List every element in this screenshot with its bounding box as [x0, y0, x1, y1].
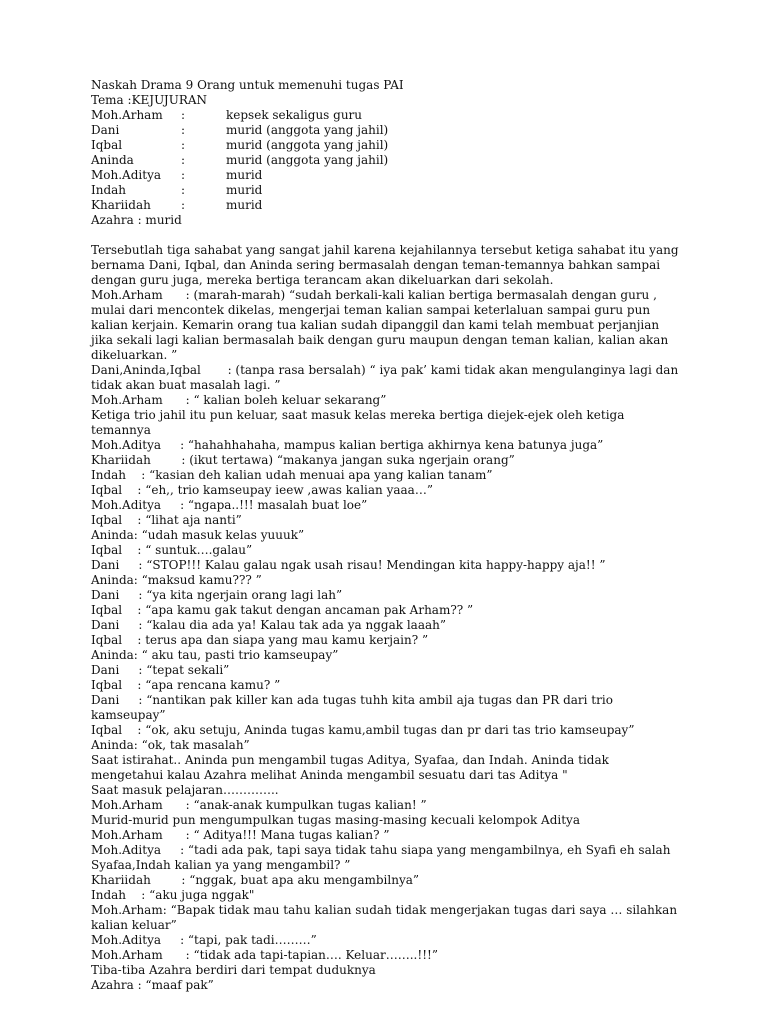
- blank-line: [91, 228, 691, 243]
- script-line: tidak akan buat masalah lagi. ”: [91, 378, 281, 392]
- cast-name: Aninda: [91, 153, 134, 167]
- document-theme: Tema :KEJUJURAN: [91, 93, 208, 107]
- script-line: Indah : “aku juga nggak": [91, 888, 255, 902]
- cast-row: [91, 168, 691, 183]
- cast-name: Khariidah: [91, 198, 151, 212]
- script-line: Aninda: “ok, tak masalah”: [91, 738, 250, 752]
- cast-list: [91, 108, 691, 228]
- script-line: Dani : “nantikan pak killer kan ada tugas tuhh kita ambil aja tugas dan PR dari trio: [91, 693, 613, 707]
- cast-role: murid: [226, 198, 263, 212]
- script-line: Murid-murid pun mengumpulkan tugas masing-masing kecuali kelompok Aditya: [91, 813, 580, 827]
- cast-last-line: Azahra : murid: [91, 213, 182, 227]
- script-line: Iqbal : “eh,, trio kamseupay ieew ,awas kalian yaaa…”: [91, 483, 433, 497]
- script-body: [91, 243, 691, 993]
- script-line: kalian keluar”: [91, 918, 177, 932]
- script-line: Syafaa,Indah kalian ya yang mengambil? ”: [91, 858, 351, 872]
- script-line: Tiba-tiba Azahra berdiri dari tempat duduknya: [91, 963, 376, 977]
- script-line: Saat istirahat.. Aninda pun mengambil tugas Aditya, Syafaa, dan Indah. Aninda tidak: [91, 753, 609, 767]
- script-line: Khariidah : “nggak, buat apa aku mengambilnya”: [91, 873, 420, 887]
- script-line: Dani : “ya kita ngerjain orang lagi lah”: [91, 588, 343, 602]
- cast-name: Indah: [91, 183, 127, 197]
- cast-name: Dani: [91, 123, 120, 137]
- cast-role: murid (anggota yang jahil): [226, 138, 389, 152]
- cast-row: [91, 198, 691, 213]
- script-line: Aninda: “udah masuk kelas yuuuk”: [91, 528, 305, 542]
- script-line: Moh.Arham : “tidak ada tapi-tapian…. Keluar……..!!!”: [91, 948, 438, 962]
- script-line: Khariidah : (ikut tertawa) “makanya jangan suka ngerjain orang”: [91, 453, 515, 467]
- cast-name: Moh.Arham: [91, 108, 163, 122]
- cast-colon: :: [181, 138, 186, 152]
- cast-name: Moh.Aditya: [91, 168, 161, 182]
- cast-row: [91, 123, 691, 138]
- script-line: kamseupay”: [91, 708, 166, 722]
- script-line: Moh.Arham : “anak-anak kumpulkan tugas kalian! ”: [91, 798, 427, 812]
- script-line: Moh.Arham : “ Aditya!!! Mana tugas kalian? ”: [91, 828, 390, 842]
- script-line: Azahra : “maaf pak”: [91, 978, 214, 992]
- cast-row: [91, 183, 691, 198]
- script-line: Tersebutlah tiga sahabat yang sangat jahil karena kejahilannya tersebut ketiga sahabat itu yang: [91, 243, 679, 257]
- script-line: Moh.Aditya : “tadi ada pak, tapi saya tidak tahu siapa yang mengambilnya, eh Syafi eh salah: [91, 843, 671, 857]
- cast-role: kepsek sekaligus guru: [226, 108, 363, 122]
- cast-row: [91, 108, 691, 123]
- script-line: jika sekali lagi kalian bermasalah baik dengan guru maupun dengan teman kalian, kalian akan: [91, 333, 669, 347]
- script-line: Indah : “kasian deh kalian udah menuai apa yang kalian tanam”: [91, 468, 493, 482]
- cast-role: murid: [226, 183, 263, 197]
- script-line: Iqbal : “apa rencana kamu? ”: [91, 678, 281, 692]
- script-line: Aninda: “maksud kamu??? ”: [91, 573, 262, 587]
- script-line: mulai dari mencontek dikelas, mengerjai teman kalian sampai keterlaluan sampai guru pun: [91, 303, 651, 317]
- script-line: Iqbal : “ suntuk….galau”: [91, 543, 253, 557]
- script-line: Moh.Arham: “Bapak tidak mau tahu kalian sudah tidak mengerjakan tugas dari saya … silahkan: [91, 903, 678, 917]
- cast-colon: :: [181, 153, 186, 167]
- script-line: Dani : “STOP!!! Kalau galau ngak usah risau! Mendingan kita happy-happy aja!! ”: [91, 558, 606, 572]
- script-line: dikeluarkan. ”: [91, 348, 178, 362]
- script-line: Dani,Aninda,Iqbal : (tanpa rasa bersalah) “ iya pak’ kami tidak akan mengulanginya lagi dan: [91, 363, 679, 377]
- document-page: [91, 78, 691, 993]
- script-line: Ketiga trio jahil itu pun keluar, saat masuk kelas mereka bertiga diejek-ejek oleh ketiga: [91, 408, 625, 422]
- script-line: Iqbal : “lihat aja nanti”: [91, 513, 242, 527]
- script-line: Iqbal : “ok, aku setuju, Aninda tugas kamu,ambil tugas dan pr dari tas trio kamseupay”: [91, 723, 635, 737]
- cast-colon: :: [181, 183, 186, 197]
- cast-role: murid (anggota yang jahil): [226, 153, 389, 167]
- cast-role: murid (anggota yang jahil): [226, 123, 389, 137]
- cast-colon: :: [181, 108, 186, 122]
- script-line: Moh.Aditya : “tapi, pak tadi………”: [91, 933, 317, 947]
- script-line: Moh.Arham : “ kalian boleh keluar sekarang”: [91, 393, 387, 407]
- cast-row: [91, 153, 691, 168]
- script-line: Iqbal : terus apa dan siapa yang mau kamu kerjain? ”: [91, 633, 429, 647]
- script-line: Moh.Aditya : “ngapa..!!! masalah buat loe”: [91, 498, 368, 512]
- script-line: Aninda: “ aku tau, pasti trio kamseupay”: [91, 648, 339, 662]
- script-line: Moh.Arham : (marah-marah) “sudah berkali-kali kalian bertiga bermasalah dengan guru ,: [91, 288, 657, 302]
- cast-name: Iqbal: [91, 138, 123, 152]
- script-line: temannya: [91, 423, 151, 437]
- cast-colon: :: [181, 123, 186, 137]
- script-line: bernama Dani, Iqbal, dan Aninda sering bermasalah dengan teman-temannya bahkan sampai: [91, 258, 661, 272]
- script-line: Dani : “tepat sekali”: [91, 663, 230, 677]
- cast-colon: :: [181, 168, 186, 182]
- script-line: Iqbal : “apa kamu gak takut dengan ancaman pak Arham?? ”: [91, 603, 474, 617]
- script-line: Moh.Aditya : “hahahhahaha, mampus kalian bertiga akhirnya kena batunya juga”: [91, 438, 604, 452]
- document-title: Naskah Drama 9 Orang untuk memenuhi tugas PAI: [91, 78, 404, 92]
- script-line: Dani : “kalau dia ada ya! Kalau tak ada ya nggak laaah”: [91, 618, 446, 632]
- script-line: mengetahui kalau Azahra melihat Aninda mengambil sesuatu dari tas Aditya ": [91, 768, 568, 782]
- cast-row: [91, 138, 691, 153]
- cast-role: murid: [226, 168, 263, 182]
- script-line: kalian kerjain. Kemarin orang tua kalian sudah dipanggil dan kami telah membuat perjanjian: [91, 318, 660, 332]
- script-line: dengan guru juga, mereka bertiga terancam akan dikeluarkan dari sekolah.: [91, 273, 554, 287]
- script-line: Saat masuk pelajaran…………..: [91, 783, 279, 797]
- cast-colon: :: [181, 198, 186, 212]
